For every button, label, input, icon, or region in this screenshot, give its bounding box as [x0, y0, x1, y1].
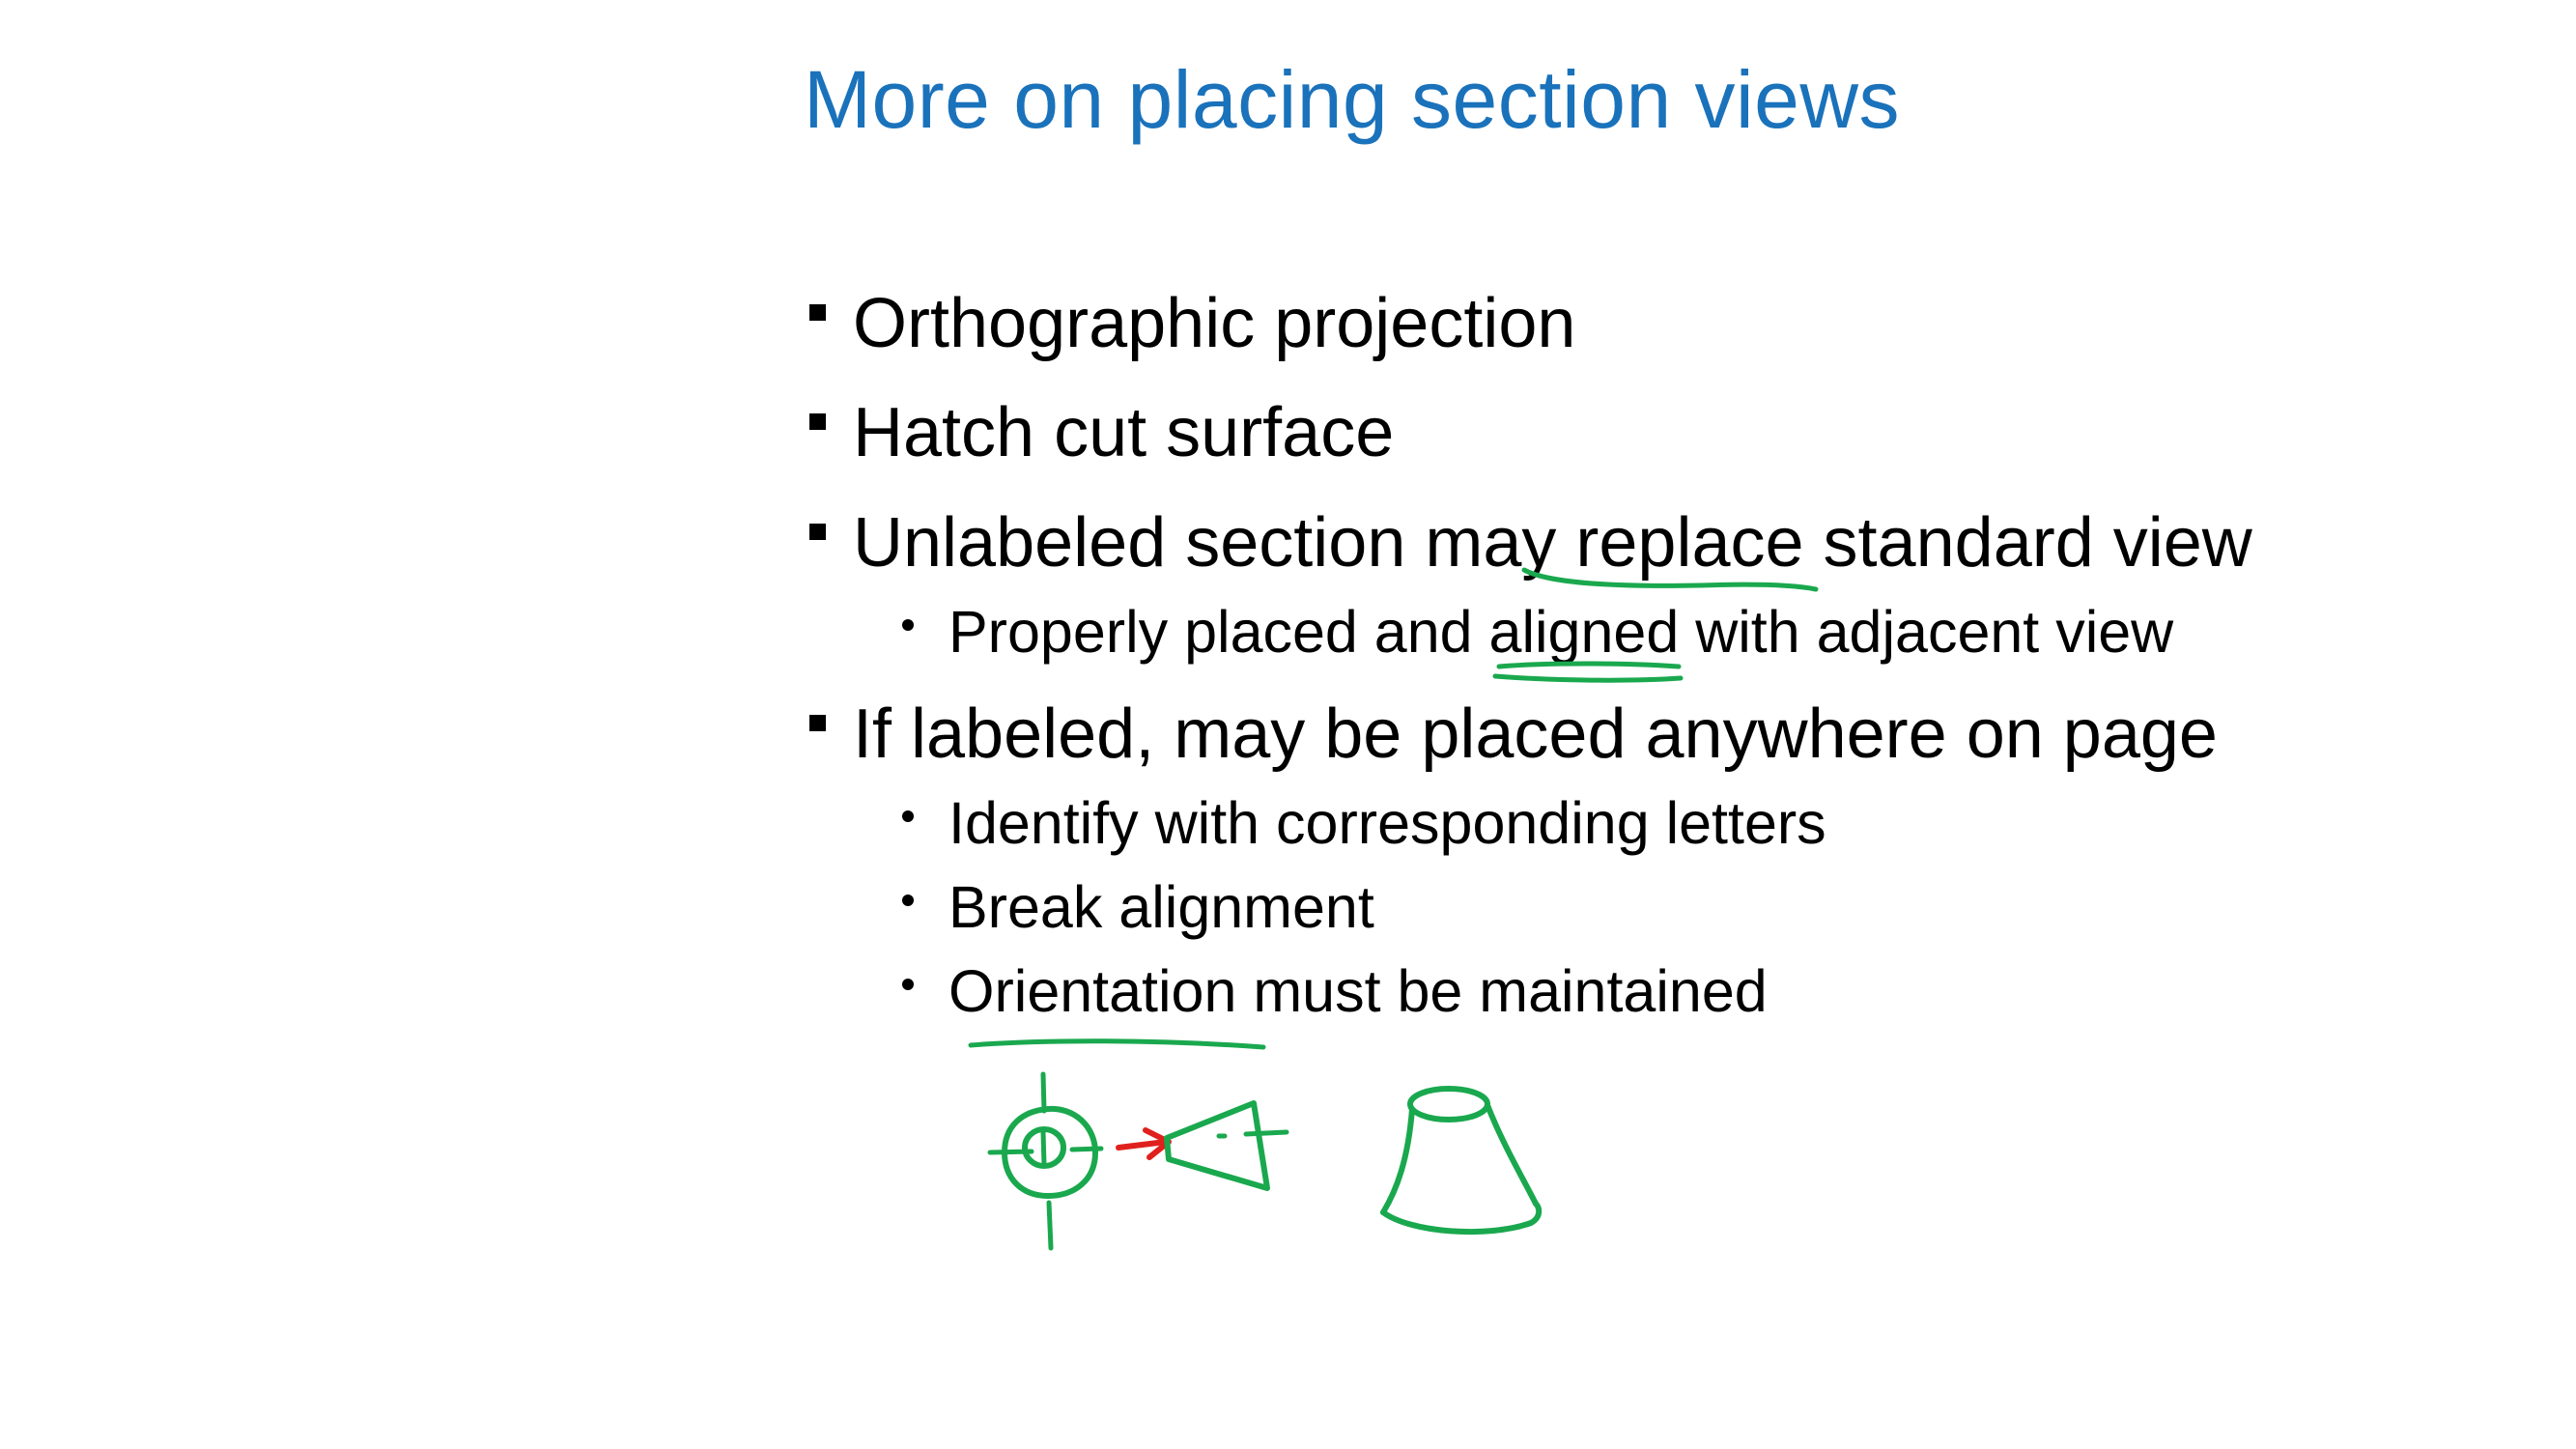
bullet-text: If labeled, may be placed anywhere on page [853, 696, 2218, 773]
sub-bullet-item [902, 593, 2173, 670]
bullet-item [809, 691, 2218, 778]
sub-bullet-item [902, 868, 1374, 946]
sub-bullet-text: Identify with corresponding letters [948, 790, 1826, 856]
bullet-text: Unlabeled section may replace standard view [853, 504, 2252, 582]
round-bullet-icon [902, 895, 914, 906]
slide-title: More on placing section views [804, 54, 1901, 145]
sub-bullet-text: Orientation must be maintained [948, 958, 1768, 1024]
square-bullet-icon [809, 413, 826, 430]
bullet-item [809, 499, 2252, 586]
round-bullet-icon [902, 619, 914, 631]
square-bullet-icon [809, 524, 826, 540]
bullet-item [809, 389, 1394, 476]
bullet-item [809, 280, 1575, 367]
bullet-text: Hatch cut surface [853, 394, 1395, 471]
round-bullet-icon [902, 810, 914, 822]
sub-bullet-item [902, 952, 1768, 1030]
sub-bullet-text: Break alignment [948, 874, 1374, 940]
round-bullet-icon [902, 979, 914, 990]
square-bullet-icon [809, 304, 826, 321]
sub-bullet-text: Properly placed and aligned with adjacent view [948, 599, 2174, 665]
square-bullet-icon [809, 715, 826, 731]
bullet-text: Orthographic projection [853, 285, 1576, 362]
sub-bullet-item [902, 784, 1826, 862]
